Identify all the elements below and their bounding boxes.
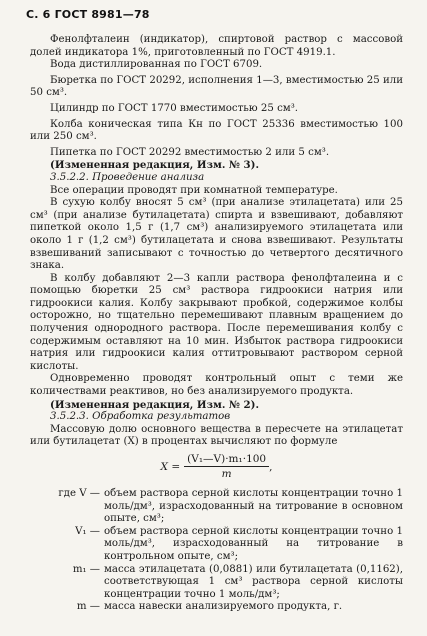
page-header: С. 6 ГОСТ 8981—78: [26, 8, 150, 21]
paragraph: Цилиндр по ГОСТ 1770 вместимостью 25 см³.: [50, 102, 299, 114]
variable-definitions: [30, 488, 403, 614]
formula-lhs: X =: [160, 460, 181, 473]
paragraph: В сухую колбу вносят 5 см³ (при анализе этилацетата) или 25 см³ (при анализе бутилацетата) спирта и взвешивают, добавляют пипеткой около 1,5 г (1,7 см³) анализируемого этилацетата или около 1 г (1,2 см³) бутилацетата и снова взвешивают. Результаты взвешиваний записывают с точностью до четвертого десятичного знака.: [30, 197, 403, 272]
section-heading: [30, 172, 403, 185]
paragraph: Одновременно проводят контрольный опыт с теми же количествами реактивов, но без анализируемого продукта.: [30, 373, 403, 398]
formula-denominator: m: [221, 468, 232, 480]
definition-label: m₁ —: [72, 563, 100, 575]
formula-fraction: [184, 453, 269, 480]
formula-numerator: (V₁—V)·m₁·100: [184, 453, 269, 467]
definition-label: m —: [76, 601, 100, 613]
definition-label: где V —: [58, 488, 100, 499]
paragraph: В колбу добавляют 2—3 капли раствора фенолфталеина и с помощью бюретки 25 см³ раствора гидроокиси натрия или гидроокиси калия. Колбу закрывают пробкой, содержимое колбы осторожно, но тщательно перемешивают плавным вращением до получения однородного раствора. После перемешивания колбу с содержимым оставляют на 10 мин. Избыток раствора гидроокиси натрия или гидроокиси калия оттитровывают раствором серной кислоты.: [30, 272, 403, 372]
definition-row: [30, 526, 403, 564]
paragraph: Фенолфталеин (индикатор), спиртовой раствор с массовой долей индикатора 1%, приготовленный по ГОСТ 4919.1.: [30, 34, 403, 58]
definition-text: объем раствора серной кислоты концентрации точно 1 моль/дм³, израсходованный на титрование в основном опыте, см³;: [104, 488, 403, 525]
definition-row: [30, 564, 403, 602]
paragraph: Колба коническая типа Кн по ГОСТ 25336 вместимостью 100 или 250 см³.: [30, 118, 403, 143]
section-heading-text: 3.5.2.2. Проведение анализа: [50, 171, 205, 183]
definition-row: [30, 601, 403, 614]
paragraph: Вода дистиллированная по ГОСТ 6709.: [50, 59, 263, 71]
section-heading-text: 3.5.2.3. Обработка результатов: [50, 411, 231, 423]
paragraph: Все операции проводят при комнатной температуре.: [50, 184, 338, 196]
definition-text: масса этилацетата (0,0881) или бутилацетата (0,1162), соответствующая 1 см³ раствора серной кислоты концентрации точно 1 моль/дм³;: [104, 563, 403, 600]
definition-row: [30, 488, 403, 526]
revision-note: (Измененная редакция, Изм. № 3).: [50, 159, 260, 172]
definition-text: объем раствора серной кислоты концентрации точно 1 моль/дм³, израсходованный на титрование в контрольном опыте, см³;: [104, 525, 403, 562]
definition-label: V₁ —: [75, 525, 100, 537]
formula-tail: ,: [269, 460, 273, 473]
revision-note: (Измененная редакция, Изм. № 2).: [50, 398, 260, 411]
paragraph: Пипетка по ГОСТ 20292 вместимостью 2 или 5 см³.: [50, 146, 330, 158]
formula: [30, 453, 403, 480]
paragraph: Бюретка по ГОСТ 20292, исполнения 1—3, вместимостью 25 или 50 см³.: [30, 74, 403, 99]
paragraph: Массовую долю основного вещества в пересчете на этилацетат или бутилацетат (X) в процентах вычисляют по формуле: [30, 423, 403, 448]
definition-text: масса навески анализируемого продукта, г.: [104, 601, 343, 613]
section-heading: [30, 411, 403, 424]
